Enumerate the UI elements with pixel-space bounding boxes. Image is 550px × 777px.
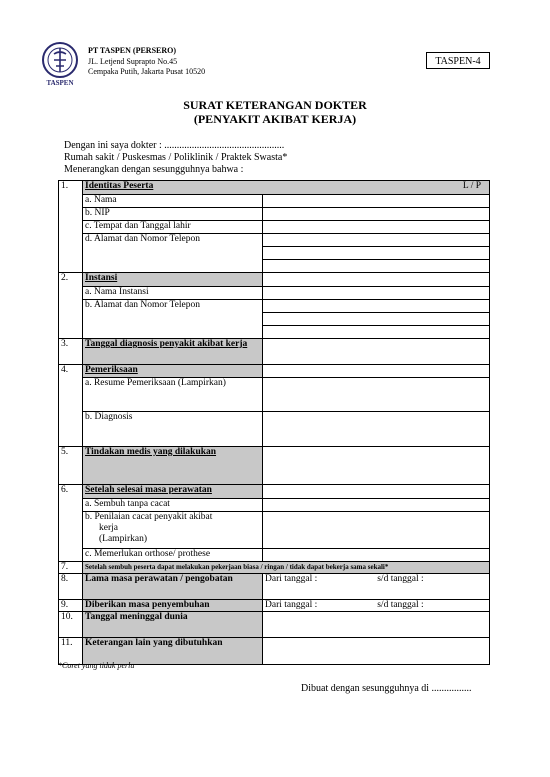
field-value-address-2[interactable] (263, 247, 490, 260)
form-code-box: TASPEN-4 (426, 52, 490, 69)
field-value-resume[interactable] (263, 378, 490, 412)
section-identity-title: Identitas Peserta L / P (83, 181, 490, 195)
field-value-diagnosis[interactable] (263, 412, 490, 447)
field-value-name[interactable] (263, 195, 490, 208)
field-value-diagnosis-date[interactable] (263, 339, 490, 365)
section-recovery-period-title: Diberikan masa penyembuhan (83, 600, 263, 612)
field-value-other-info[interactable] (263, 638, 490, 665)
taspen-logo (40, 40, 80, 88)
section-after-treatment-title: Setelah selesai masa perawatan (83, 485, 263, 499)
intro-facility-line: Rumah sakit / Puskesmas / Poliklinik / Praktek Swasta* (64, 152, 288, 163)
row-number: 9. (59, 600, 83, 612)
field-label-resume: a. Resume Pemeriksaan (Lampirkan) (83, 378, 263, 412)
company-address-line1: JL. Letjend Suprapto No.45 (88, 56, 178, 66)
field-label-orthose: c. Memerlukan orthose/ prothese (83, 549, 263, 562)
field-label-agency-address: b. Alamat dan Nomor Telepon (83, 300, 263, 339)
row-number: 8. (59, 574, 83, 600)
row-number: 1. (59, 181, 83, 273)
field-label-diagnosis: b. Diagnosis (83, 412, 263, 447)
field-value-cured[interactable] (263, 499, 490, 512)
row-number: 6. (59, 485, 83, 562)
field-value-agency-address-3[interactable] (263, 326, 490, 339)
document-subtitle: (PENYAKIT AKIBAT KERJA) (193, 112, 357, 126)
row-number: 2. (59, 273, 83, 339)
field-label-cured: a. Sembuh tanpa cacat (83, 499, 263, 512)
field-label-agency-name: a. Nama Instansi (83, 287, 263, 300)
field-value-nip[interactable] (263, 208, 490, 221)
row-number: 11. (59, 638, 83, 665)
field-label-disability: b. Penilaian cacat penyakit akibat kerja (Lampirkan) (83, 512, 263, 549)
footnote: *Coret yang tidak perlu (58, 661, 135, 670)
section-other-info-title: Keterangan lain yang dibutuhkan (83, 638, 263, 665)
row-number: 5. (59, 447, 83, 485)
row-number: 4. (59, 365, 83, 447)
field-value-treatment[interactable] (263, 447, 490, 485)
intro-doctor-line: Dengan ini saya dokter : ................................................ (64, 140, 285, 151)
section-treatment-title: Tindakan medis yang dilakukan (83, 447, 263, 485)
intro-statement-line: Menerangkan dengan sesungguhnya bahwa : (64, 164, 244, 175)
field-value-death-date[interactable] (263, 612, 490, 638)
field-label-nip: b. NIP (83, 208, 263, 221)
row-number: 10. (59, 612, 83, 638)
field-label-address: d. Alamat dan Nomor Telepon (83, 234, 263, 273)
certificate-form-table (58, 180, 490, 665)
field-value-address-3[interactable] (263, 260, 490, 273)
svg-text:TASPEN: TASPEN (46, 79, 74, 87)
field-value-birth[interactable] (263, 221, 490, 234)
field-value-agency-address-2[interactable] (263, 313, 490, 326)
section-treatment-period-title: Lama masa perawatan / pengobatan (83, 574, 263, 600)
field-label-birth: c. Tempat dan Tanggal lahir (83, 221, 263, 234)
field-value-address-1[interactable] (263, 234, 490, 247)
field-value-disability[interactable] (263, 512, 490, 549)
section-death-date-title: Tanggal meninggal dunia (83, 612, 263, 638)
section-work-ability[interactable]: Setelah sembuh peserta dapat melakukan pekerjaan biasa / ringan / tidak dapat bekerja sama sekali* (83, 562, 490, 574)
company-address-line2: Cempaka Putih, Jakarta Pusat 10520 (88, 67, 206, 76)
field-value-recovery-period[interactable]: Dari tanggal : s/d tanggal : (263, 600, 490, 612)
field-value-treatment-period[interactable]: Dari tanggal : s/d tanggal : (263, 574, 490, 600)
row-number: 7. (59, 562, 83, 574)
field-label-name: a. Nama (83, 195, 263, 208)
field-value-agency-address-1[interactable] (263, 300, 490, 313)
field-value-agency-name[interactable] (263, 287, 490, 300)
section-examination-title: Pemeriksaan (83, 365, 263, 378)
company-info (88, 46, 205, 78)
company-name: PT TASPEN (PERSERO) (88, 46, 177, 55)
field-value-orthose[interactable] (263, 549, 490, 562)
row-number: 3. (59, 339, 83, 365)
signature-line: Dibuat dengan sesungguhnya di ................ (301, 683, 472, 694)
section-agency-title: Instansi (83, 273, 263, 287)
section-diagnosis-date-title: Tanggal diagnosis penyakit akibat kerja (83, 339, 263, 365)
document-title: SURAT KETERANGAN DOKTER (183, 98, 367, 112)
gender-option[interactable]: L / P (462, 181, 481, 191)
